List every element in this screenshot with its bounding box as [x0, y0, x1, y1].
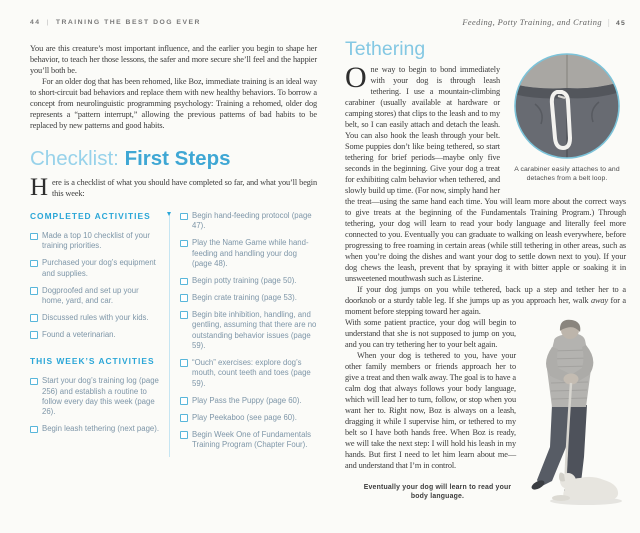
right-page-number: 45 — [616, 20, 626, 27]
checkbox-icon — [180, 278, 188, 286]
checklist-item-label: Begin bite inhibition, handling, and gentling, assuming that there are no outstanding behavior issues (page 59). — [192, 309, 317, 351]
checkbox-icon — [30, 260, 38, 268]
left-page-number: 44 — [30, 19, 41, 26]
tethering-paragraph-2 — [345, 284, 626, 317]
checklist-item-label: Begin crate training (page 53). — [192, 292, 297, 302]
checkbox-icon — [180, 431, 188, 439]
checklist-item — [180, 413, 317, 423]
paragraph-text: With some patient practice, your dog will begin to understand that she is not supposed to jump on you, and you can try tethering her to your belt again. — [345, 318, 516, 349]
checklist-item-label: Found a veterinarian. — [42, 329, 116, 339]
checklist-item-label: Begin hand-feeding protocol (page 47). — [192, 211, 312, 231]
checklist-item-label: “Ouch” exercises: explore dog’s mouth, count teeth and toes (page 59). — [192, 357, 311, 388]
left-intro-text — [30, 43, 317, 131]
completed-activities-heading: COMPLETED ACTIVITIES — [30, 211, 151, 221]
header-separator: | — [46, 19, 50, 26]
page-left — [30, 18, 317, 457]
carabiner-photo — [513, 52, 621, 160]
checkbox-icon — [180, 213, 188, 221]
checkbox-icon — [180, 397, 188, 405]
paragraph-text: ne way to begin to bond immediately with your dog is through leash tethering. I use a mountain-climbing carabiner (usually available at hardware or camping stores) that clips to the leash and to my belt, so I can easily attach and detach the leash. You can also hook the leash through your belt. Some puppies don’t like being tethered, so start tethering for brief periods—maybe only five seconds in the beginning. Give your dog a treat for exhibiting calm behavior when tethered, and slowly build up time. (For now, simply hand her the treat—using the same hand each time. You will learn more about the correct ways to give treats at the beginning of the Fundamentals Training Program.) Through tethering, your dog will learn to read your body language and literally feel more connected to you. Eventually you can graduate to walking on leash everywhere, before progressing to free roaming in certain areas (while still tethering in other areas, such as when you’re doing the dishes and want your dog to settle down next to you). If your dog chews the leash, prevent that by spraying it with bitter apple or soaking it in unsweetened mouthwash such as Listerine. — [345, 65, 626, 283]
checklist-intro — [30, 174, 317, 201]
checklist-item-label: Begin leash tethering (next page). — [42, 424, 160, 434]
checklist-intro-text: ere is a checklist of what you should have completed so far, and what you’ll begin this week: — [51, 178, 317, 198]
checklist-item-label: Dogproofed and set up your home, yard, and car. — [42, 285, 139, 306]
drop-cap-o: O — [345, 61, 367, 94]
tethering-photo — [524, 319, 626, 509]
checklist-column-right — [180, 211, 317, 457]
column-divider — [169, 213, 170, 457]
checkbox-icon — [180, 359, 188, 367]
checklist-item — [30, 330, 161, 340]
left-running-header — [30, 18, 317, 27]
header-separator: | — [607, 18, 611, 27]
checklist-item-label: Play the Name Game while hand-feeding and handling your dog (page 48). — [192, 238, 309, 269]
checklist-item — [180, 396, 317, 406]
checklist-item — [180, 276, 317, 286]
checkbox-icon — [30, 314, 38, 322]
italic-word: away — [590, 296, 609, 305]
checklist-item — [30, 424, 161, 434]
checklist-title — [30, 148, 317, 170]
checkbox-icon — [180, 294, 188, 302]
checkbox-icon — [180, 414, 188, 422]
tethering-body — [345, 61, 626, 501]
checklist-item — [180, 211, 317, 232]
paragraph-text: When your dog is tethered to you, have your other family members or friends approach her to give a treat and then walk away. The goal is to have a calm dog that always follows your body language, which will lead her to turn, follow, or stop when you want her to. Right now, Boz is always on a leash, dragging it while I supervise him, or tethered to my belt so I have both hands free. When Boz is ready, we will take the next step: I will hold his leash in my hands. But first I need to let him learn about me—and understand that I’m in control. — [345, 351, 516, 470]
intro-paragraph-2: For an older dog that has been rehomed, like Boz, immediate training is an ideal way to short-circuit bad behaviors and replace them with new healthy behaviors. To borrow a concept from neurolinguistic programming psychology: Training a rehomed, older dog represents a “pattern interrupt,” allowing the previous patterns of bad habits to be replaced by new patterns and good habits. — [30, 77, 317, 130]
checklist-item-label: Play Peekaboo (see page 60). — [192, 412, 297, 422]
checklist-item — [180, 238, 317, 269]
checklist-item — [180, 358, 317, 389]
paragraph-text: If your dog jumps on you while tethered, back up a step and tether her to a doorknob or a sturdy table leg. If she jumps up as you approach her, walk — [345, 285, 626, 305]
tethering-photo-caption: Eventually your dog will learn to read your body language. — [363, 484, 512, 500]
checkbox-icon — [30, 426, 38, 434]
checkbox-icon — [30, 233, 38, 241]
page-right — [345, 18, 626, 512]
checklist-columns — [30, 211, 317, 457]
checklist-title-bold: First Steps — [124, 147, 231, 170]
checklist-item — [30, 258, 161, 279]
checklist-item-label: Made a top 10 checklist of your training priorities. — [42, 231, 150, 251]
checklist-item-label: Begin potty training (page 50). — [192, 276, 297, 286]
checkbox-icon — [30, 378, 38, 386]
checklist-title-light: Checklist: — [30, 147, 119, 170]
intro-paragraph-1: You are this creature’s most important influence, and the earlier you begin to shape her behavior, to teach her those lessons, the safer and more secure she’ll feel and the happier you’ll both be. — [30, 44, 317, 75]
checklist-item-label: Discussed rules with your kids. — [42, 312, 149, 322]
checklist-item — [30, 286, 161, 307]
checkbox-icon — [180, 240, 188, 248]
tethering-figure — [524, 319, 626, 512]
checklist-item — [30, 313, 161, 323]
carabiner-figure — [508, 52, 626, 183]
checkbox-icon — [30, 287, 38, 295]
checklist-item — [30, 376, 161, 418]
tethering-section-title: Tethering — [345, 38, 426, 60]
checkbox-icon — [180, 311, 188, 319]
checklist-column-left — [30, 211, 161, 457]
checklist-item — [180, 430, 317, 451]
checklist-item — [30, 231, 161, 252]
paragraph-text: for a moment before stepping toward her again. — [345, 296, 626, 316]
right-running-header — [345, 18, 626, 28]
drop-cap-h: H — [30, 174, 48, 201]
checklist-item-label: Begin Week One of Fundamentals Training Program (Chapter Four). — [192, 429, 312, 449]
checklist-item-label: Start your dog’s training log (page 256) and establish a routine to follow every day this week (page 26). — [42, 376, 159, 417]
this-weeks-activities-heading: THIS WEEK’S ACTIVITIES — [30, 356, 155, 367]
checklist-item-label: Purchased your dog’s equipment and supplies. — [42, 258, 156, 278]
checklist-item — [180, 310, 317, 352]
left-book-title: TRAINING THE BEST DOG EVER — [55, 19, 201, 26]
right-chapter-title: Feeding, Potty Training, and Crating — [462, 18, 602, 27]
checklist-item — [180, 293, 317, 303]
checkbox-icon — [30, 331, 38, 339]
carabiner-caption: A carabiner easily attaches to and detaches from a belt loop. — [514, 166, 620, 182]
checklist-item-label: Play Pass the Puppy (page 60). — [192, 395, 302, 405]
